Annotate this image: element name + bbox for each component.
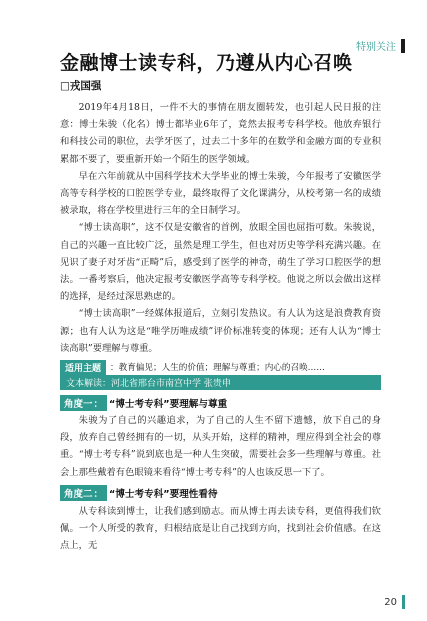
angle-label-colon: ：	[93, 398, 104, 410]
angle-label	[60, 485, 107, 501]
paragraph: “博士读高职”，这不仅是安徽省的首例，放眼全国也屈指可数。朱骏说，自己的兴趣一直比较广泛，虽然是理工学生，但也对历史等学科充满兴趣。在见识了妻子对牙齿“正畸”后，感受到了医学的神奇，萌生了学习口腔医学的想法。一番考察后，他决定报考安徽医学高等专科学校。他说之所以会做出这样的选择，是经过深思熟虑的。	[60, 222, 381, 303]
applicable-theme-text: ：教育偏见；人生的价值；理解与尊重；内心的召唤……	[110, 363, 325, 374]
paragraph: 早在六年前就从中国科学技术大学毕业的博士朱骏，今年报考了安徽医学高等专科学校的口腔医学专业，最终取得了文化课满分，从校考第一名的成绩被录取，将在学校里进行三年的全日制学习。	[60, 170, 381, 217]
article-title: 金融博士读专科，乃遵从内心召唤	[60, 52, 353, 74]
section-tag	[356, 38, 405, 53]
angle-heading	[60, 394, 381, 411]
angle-title: “博士考专科”要理解与尊重	[109, 398, 228, 410]
paragraph: 朱骏为了自己的兴趣追求，为了自己的人生不留下遗憾，放下自己的身段，放弃自己曾经拥有的一切，从头开始，这样的精神，理应得到全社会的尊重。“博士考专科”说到底也是一种人生突破，需要社会多一些理解与尊重。社会上那些戴着有色眼镜来看待“博士考专科”的人也该反思一下了。	[60, 415, 381, 478]
section-marker-bar	[401, 39, 405, 53]
section-label: 特别关注	[356, 42, 396, 53]
angle-label-text: 角度二	[64, 489, 93, 501]
paragraph: 从专科读到博士，让我们感到励志。而从博士再去读专科，更值得我们钦佩。一个人所受的教育，归根结底是让自己找到方向，找到社会价值感。在这点上，无	[60, 505, 381, 552]
angle-label-text: 角度一	[64, 398, 93, 410]
page-number-bar	[402, 595, 405, 609]
paragraph: “博士读高职”一经媒体报道后，立刻引发热议。有人认为这是浪费教育资源；也有人认为这是“唯学历唯成绩”评价标准转变的体现；还有人认为“博士读高职”要理解与尊重。	[60, 308, 381, 354]
applicable-theme	[60, 359, 381, 375]
commentary-header: 文本解读：河北省邢台市南宫中学 张贵申	[60, 375, 381, 390]
angle-label-colon: ：	[93, 489, 104, 501]
byline: □戎国强	[60, 80, 102, 92]
angle-label	[60, 395, 107, 411]
angle-heading	[60, 485, 381, 502]
angle-title: “博士考专科”要理性看待	[109, 489, 218, 501]
article-body	[60, 99, 381, 554]
applicable-theme-label: 适用主题	[60, 360, 106, 375]
page-number: 20	[384, 597, 397, 608]
paragraph: 2019年4月18日，一件不大的事情在朋友圈转发，也引起人民日报的注意：博士朱骏（化名）博士都毕业6年了，竟然去报考专科学校。他放弃银行和科技公司的职位，去学牙医了，过去二十多年的在数学和金融方面的专业积累都不要了，要重新开始一个陌生的医学领域。	[60, 102, 381, 165]
